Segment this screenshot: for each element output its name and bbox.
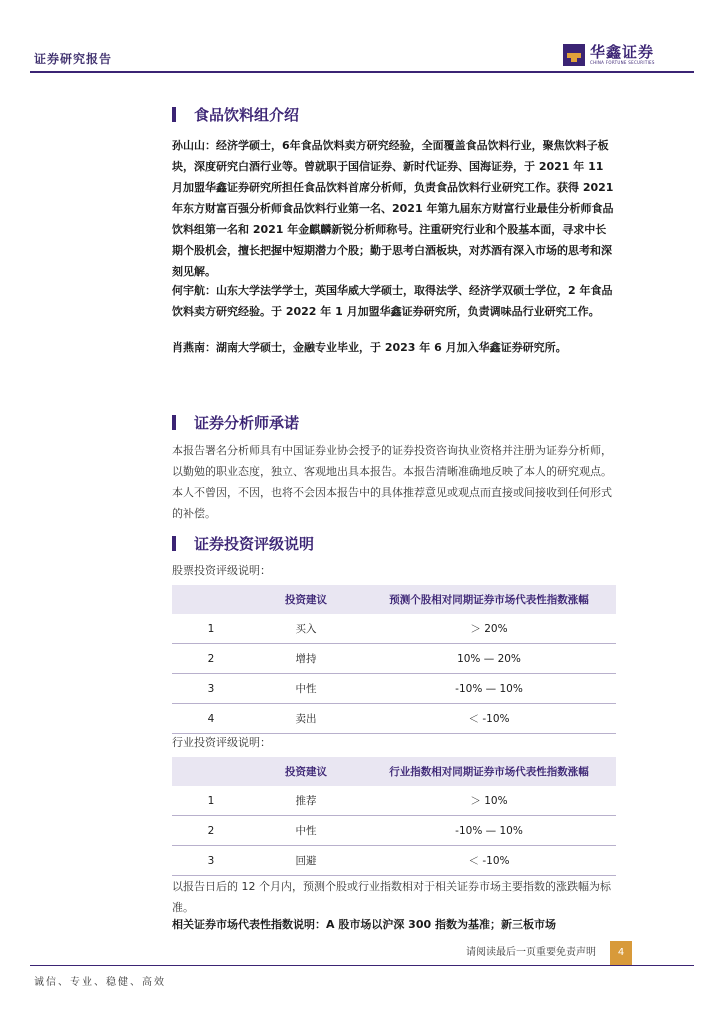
industry-rating-table bbox=[172, 757, 616, 876]
table-header-row: 投资建议 预测个股相对同期证券市场代表性指数涨幅 bbox=[172, 585, 616, 614]
logo-name-en: CHINA FORTUNE SECURITIES bbox=[590, 60, 655, 65]
table-row: 1 推荐 ＞ 10% bbox=[172, 786, 616, 816]
report-type-label: 证券研究报告 bbox=[34, 52, 113, 66]
stock-rating-table bbox=[172, 585, 616, 734]
stock-rating-label: 股票投资评级说明： bbox=[172, 564, 271, 577]
table-row: 3 中性 -10% — 10% bbox=[172, 674, 616, 704]
bio-paragraph: 孙山山：经济学硕士，6年食品饮料卖方研究经验，全面覆盖食品饮料行业，聚焦饮料子板块，深度研究白酒行业等。曾就职于国信证券、新时代证券、国海证券，于 2021 年 11 月加盟华鑫证券研究所担任食品饮料首席分析师，负责食品饮料行业研究工作。获得 2021 年东方财富百强分析师食品饮料行业第一名、2021 年第九届东方财富行业最佳分析师食品饮料组第一名和 2021 年金麒麟新锐分析师称号。注重研究行业和个股基本面，寻求中长期个股机会，擅长把握中短期潜力个股；勤于思考白酒板块，对苏酒有深入市场的思考和深刻见解。 bbox=[172, 139, 614, 278]
page-number: 4 bbox=[610, 941, 632, 965]
company-motto: 诚信、专业、稳健、高效 bbox=[34, 977, 166, 988]
hx-logo-icon bbox=[563, 44, 585, 66]
table-row: 3 回避 ＜ -10% bbox=[172, 846, 616, 876]
footer-divider bbox=[30, 965, 694, 966]
index-note: 相关证券市场代表性指数说明：A 股市场以沪深 300 指数为基准；新三板市场 bbox=[172, 918, 556, 931]
bio-paragraph: 何宇航：山东大学法学学士，英国华威大学硕士，取得法学、经济学双硕士学位，2 年食品饮料卖方研究经验。于 2022 年 1 月加盟华鑫证券研究所，负责调味品行业研究工作。 bbox=[172, 284, 613, 318]
rating-basis-note: 以报告日后的 12 个月内，预测个股或行业指数相对于相关证券市场主要指数的涨跌幅为标准。 bbox=[172, 880, 611, 914]
table-row: 4 卖出 ＜ -10% bbox=[172, 704, 616, 734]
heading-marker bbox=[172, 107, 176, 122]
team-section-heading: 食品饮料组介绍 bbox=[172, 104, 299, 125]
disclaimer-note: 请阅读最后一页重要免责声明 bbox=[466, 947, 596, 958]
bio-paragraph: 肖燕南：湖南大学硕士，金融专业毕业，于 2023 年 6 月加入华鑫证券研究所。 bbox=[172, 341, 567, 354]
company-logo bbox=[563, 44, 655, 66]
commitment-section-heading: 证券分析师承诺 bbox=[172, 412, 299, 433]
logo-name-cn: 华鑫证券 bbox=[590, 43, 655, 61]
table-row: 1 买入 ＞ 20% bbox=[172, 614, 616, 644]
header-divider bbox=[30, 71, 694, 73]
table-row: 2 中性 -10% — 10% bbox=[172, 816, 616, 846]
commitment-paragraph: 本报告署名分析师具有中国证券业协会授予的证券投资咨询执业资格并注册为证券分析师，以勤勉的职业态度，独立、客观地出具本报告。本报告清晰准确地反映了本人的研究观点。本人不曾因，不因，也将不会因本报告中的具体推荐意见或观点而直接或间接收到任何形式的补偿。 bbox=[172, 444, 612, 520]
table-header-row: 投资建议 行业指数相对同期证券市场代表性指数涨幅 bbox=[172, 757, 616, 786]
table-row: 2 增持 10% — 20% bbox=[172, 644, 616, 674]
heading-marker bbox=[172, 415, 176, 430]
rating-section-heading: 证券投资评级说明 bbox=[172, 533, 314, 554]
heading-marker bbox=[172, 536, 176, 551]
industry-rating-label: 行业投资评级说明： bbox=[172, 736, 271, 749]
